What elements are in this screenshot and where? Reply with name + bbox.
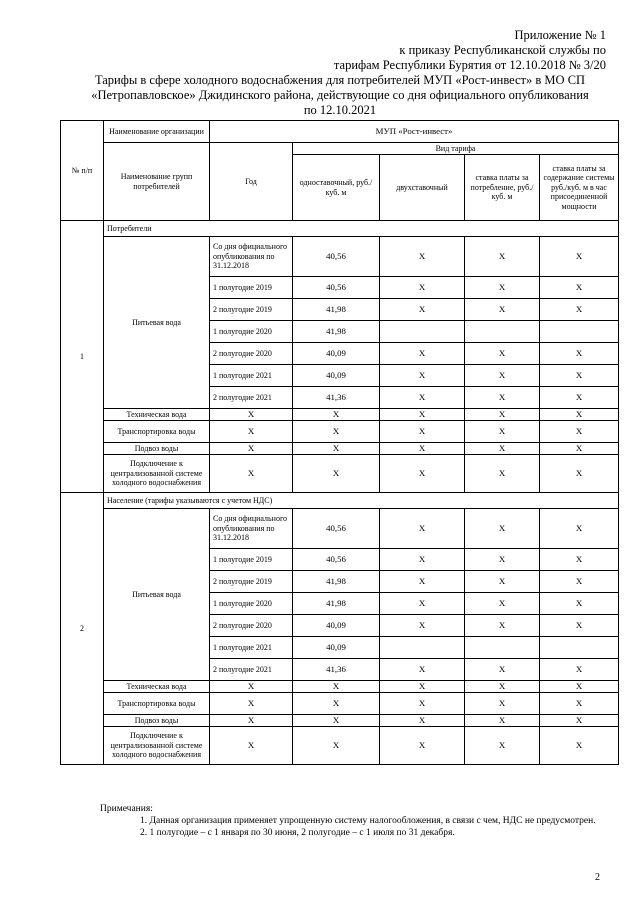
two-rate-cell — [380, 637, 465, 659]
consumption-rate-cell: X — [465, 343, 540, 365]
single-rate-cell: 40,09 — [293, 365, 380, 387]
two-rate-cell: X — [380, 409, 465, 421]
maintenance-rate-cell: X — [540, 443, 619, 455]
single-rate-cell: 41,36 — [293, 659, 380, 681]
notes — [100, 803, 605, 839]
period-cell: X — [210, 421, 293, 443]
two-rate-cell: X — [380, 593, 465, 615]
table-row — [61, 681, 619, 693]
tariff-table-body — [61, 221, 619, 765]
header-organization: Наименование организации — [104, 121, 210, 143]
maintenance-rate-cell: X — [540, 237, 619, 277]
table-row — [61, 237, 619, 277]
maintenance-rate-cell: X — [540, 593, 619, 615]
table-row — [61, 409, 619, 421]
maintenance-rate-cell: X — [540, 299, 619, 321]
maintenance-rate-cell: X — [540, 509, 619, 549]
section-number: 2 — [61, 493, 104, 765]
maintenance-rate-cell: X — [540, 615, 619, 637]
maintenance-rate-cell: X — [540, 409, 619, 421]
two-rate-cell: X — [380, 365, 465, 387]
maintenance-rate-cell: X — [540, 277, 619, 299]
maintenance-rate-cell: X — [540, 421, 619, 443]
period-cell: 1 полугодие 2019 — [210, 277, 293, 299]
section-title-row — [61, 221, 619, 237]
period-cell: X — [210, 715, 293, 727]
consumption-rate-cell: X — [465, 615, 540, 637]
table-row — [61, 421, 619, 443]
note-1: 1. Данная организация применяет упрощенную систему налогообложения, в связи с чем, НДС не предусмотрен. — [140, 816, 596, 826]
period-cell: X — [210, 443, 293, 455]
header-consumer-groups: Наименование групп потребителей — [104, 143, 210, 221]
consumption-rate-cell: X — [465, 659, 540, 681]
consumption-rate-cell: X — [465, 715, 540, 727]
period-cell: X — [210, 727, 293, 765]
consumption-rate-cell: X — [465, 549, 540, 571]
consumer-group-cell: Транспортировка воды — [104, 421, 210, 443]
document-title-line-1: Тарифы в сфере холодного водоснабжения для потребителей МУП «Рост-инвест» в МО СП — [94, 73, 586, 87]
period-cell: X — [210, 693, 293, 715]
table-row — [61, 455, 619, 493]
header-consumption-rate: ставка платы за потребление, руб./ куб. м — [465, 155, 540, 221]
single-rate-cell: X — [293, 693, 380, 715]
period-cell: 1 полугодие 2020 — [210, 321, 293, 343]
two-rate-cell: X — [380, 715, 465, 727]
maintenance-rate-cell: X — [540, 549, 619, 571]
single-rate-cell: X — [293, 715, 380, 727]
maintenance-rate-cell — [540, 637, 619, 659]
document-title-line-2: «Петропавловское» Джидинского района, действующие со дня официального опубликования — [91, 88, 589, 102]
single-rate-cell: 40,56 — [293, 277, 380, 299]
two-rate-cell: X — [380, 659, 465, 681]
two-rate-cell: X — [380, 693, 465, 715]
period-cell: X — [210, 455, 293, 493]
table-row — [61, 443, 619, 455]
consumer-group-cell: Подключение к централизованной системе холодного водоснабжения — [104, 455, 210, 493]
order-reference-line: к приказу Республиканской службы по — [399, 43, 606, 57]
consumption-rate-cell: X — [465, 387, 540, 409]
maintenance-rate-cell: X — [540, 659, 619, 681]
single-rate-cell: 41,36 — [293, 387, 380, 409]
page-number: 2 — [595, 872, 600, 883]
two-rate-cell: X — [380, 343, 465, 365]
two-rate-cell: X — [380, 455, 465, 493]
consumption-rate-cell — [465, 321, 540, 343]
maintenance-rate-cell: X — [540, 365, 619, 387]
period-cell: 2 полугодие 2021 — [210, 659, 293, 681]
consumption-rate-cell: X — [465, 693, 540, 715]
table-row — [61, 727, 619, 765]
consumption-rate-cell: X — [465, 681, 540, 693]
consumption-rate-cell: X — [465, 443, 540, 455]
two-rate-cell: X — [380, 277, 465, 299]
order-reference-date: тарифам Республики Бурятия от 12.10.2018 № 3/20 — [333, 58, 606, 72]
single-rate-cell: 41,98 — [293, 593, 380, 615]
table-row — [61, 509, 619, 549]
section-number: 1 — [61, 221, 104, 493]
single-rate-cell: X — [293, 727, 380, 765]
two-rate-cell — [380, 321, 465, 343]
single-rate-cell: X — [293, 409, 380, 421]
header-tariff-type: Вид тарифа — [293, 143, 619, 155]
consumption-rate-cell: X — [465, 727, 540, 765]
maintenance-rate-cell: X — [540, 387, 619, 409]
single-rate-cell: 40,09 — [293, 615, 380, 637]
table-row — [61, 693, 619, 715]
section-title: Потребители — [104, 221, 619, 237]
period-cell: 2 полугодие 2021 — [210, 387, 293, 409]
maintenance-rate-cell: X — [540, 715, 619, 727]
consumption-rate-cell: X — [465, 409, 540, 421]
organization-name: МУП «Рост-инвест» — [210, 121, 619, 143]
maintenance-rate-cell: X — [540, 455, 619, 493]
consumption-rate-cell: X — [465, 365, 540, 387]
consumer-group-cell: Подвоз воды — [104, 443, 210, 455]
maintenance-rate-cell: X — [540, 571, 619, 593]
consumer-group-cell: Техническая вода — [104, 409, 210, 421]
two-rate-cell: X — [380, 299, 465, 321]
two-rate-cell: X — [380, 681, 465, 693]
consumption-rate-cell: X — [465, 237, 540, 277]
single-rate-cell: 40,56 — [293, 509, 380, 549]
period-cell: X — [210, 409, 293, 421]
period-cell: 2 полугодие 2019 — [210, 299, 293, 321]
single-rate-cell: 40,56 — [293, 549, 380, 571]
single-rate-cell: 40,09 — [293, 637, 380, 659]
drinking-water-label: Питьевая вода — [104, 509, 210, 681]
period-cell: 1 полугодие 2021 — [210, 365, 293, 387]
two-rate-cell: X — [380, 571, 465, 593]
two-rate-cell: X — [380, 421, 465, 443]
consumption-rate-cell: X — [465, 455, 540, 493]
drinking-water-label: Питьевая вода — [104, 237, 210, 409]
consumer-group-cell: Транспортировка воды — [104, 693, 210, 715]
consumption-rate-cell: X — [465, 421, 540, 443]
period-cell: 1 полугодие 2021 — [210, 637, 293, 659]
period-cell: 2 полугодие 2019 — [210, 571, 293, 593]
consumption-rate-cell: X — [465, 509, 540, 549]
table-row — [61, 715, 619, 727]
maintenance-rate-cell: X — [540, 727, 619, 765]
section-title: Население (тарифы указываются с учетом НДС) — [104, 493, 619, 509]
appendix-label: Приложение № 1 — [514, 28, 606, 42]
period-cell: 1 полугодие 2020 — [210, 593, 293, 615]
single-rate-cell: 41,98 — [293, 299, 380, 321]
single-rate-cell: 41,98 — [293, 321, 380, 343]
single-rate-cell: 41,98 — [293, 571, 380, 593]
period-cell: X — [210, 681, 293, 693]
maintenance-rate-cell: X — [540, 693, 619, 715]
single-rate-cell: X — [293, 421, 380, 443]
single-rate-cell: 40,09 — [293, 343, 380, 365]
section-title-row — [61, 493, 619, 509]
maintenance-rate-cell — [540, 321, 619, 343]
consumer-group-cell: Подвоз воды — [104, 715, 210, 727]
maintenance-rate-cell: X — [540, 681, 619, 693]
two-rate-cell: X — [380, 549, 465, 571]
consumption-rate-cell: X — [465, 277, 540, 299]
note-2: 2. 1 полугодие – с 1 января по 30 июня, 2 полугодие – с 1 июля по 31 декабря. — [140, 828, 455, 838]
header-two-rate: двухставочный — [380, 155, 465, 221]
single-rate-cell: X — [293, 443, 380, 455]
maintenance-rate-cell: X — [540, 343, 619, 365]
header-single-rate: одноставочный, руб./ куб. м — [293, 155, 380, 221]
period-cell: Со дня официального опубликования по 31.12.2018 — [210, 237, 293, 277]
consumption-rate-cell: X — [465, 299, 540, 321]
two-rate-cell: X — [380, 443, 465, 455]
single-rate-cell: X — [293, 681, 380, 693]
tariff-table — [60, 120, 619, 765]
period-cell: 1 полугодие 2019 — [210, 549, 293, 571]
two-rate-cell: X — [380, 387, 465, 409]
consumer-group-cell: Подключение к централизованной системе холодного водоснабжения — [104, 727, 210, 765]
two-rate-cell: X — [380, 237, 465, 277]
two-rate-cell: X — [380, 615, 465, 637]
consumption-rate-cell: X — [465, 571, 540, 593]
consumer-group-cell: Техническая вода — [104, 681, 210, 693]
period-cell: 2 полугодие 2020 — [210, 343, 293, 365]
document-title-line-3: по 12.10.2021 — [303, 103, 377, 117]
header-year: Год — [210, 143, 293, 221]
single-rate-cell: 40,56 — [293, 237, 380, 277]
single-rate-cell: X — [293, 455, 380, 493]
consumption-rate-cell: X — [465, 593, 540, 615]
two-rate-cell: X — [380, 727, 465, 765]
period-cell: 2 полугодие 2020 — [210, 615, 293, 637]
two-rate-cell: X — [380, 509, 465, 549]
header-maintenance-rate: ставка платы за содержание системы руб./куб. м в час присоединенной мощности — [540, 155, 619, 221]
consumption-rate-cell — [465, 637, 540, 659]
period-cell: Со дня официального опубликования по 31.12.2018 — [210, 509, 293, 549]
notes-title: Примечания: — [100, 804, 153, 814]
header-number: № п/п — [61, 121, 104, 221]
